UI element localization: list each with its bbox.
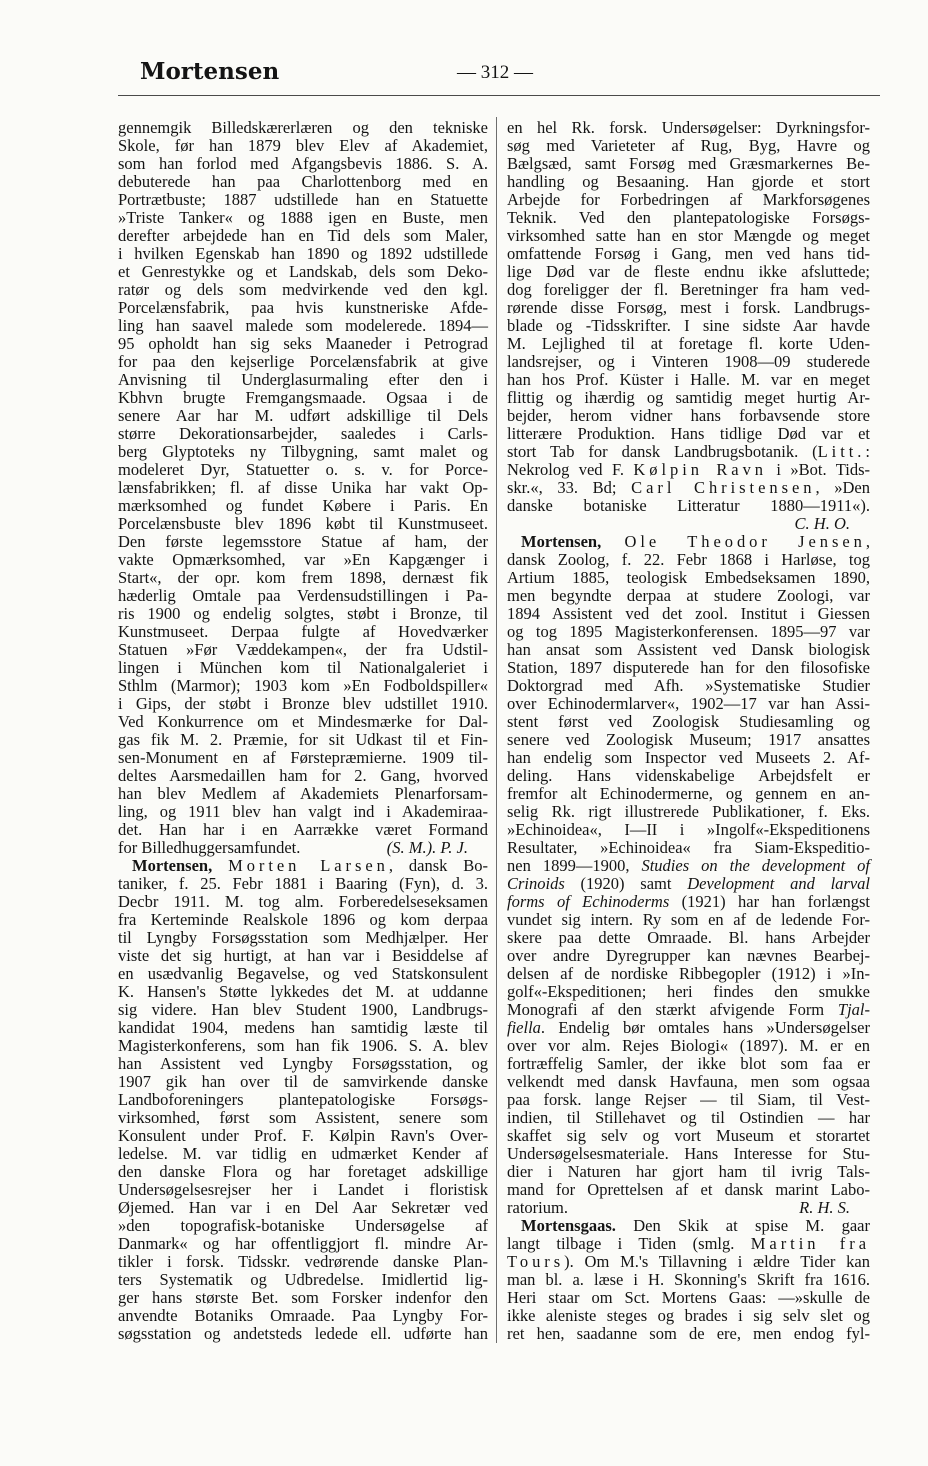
text-line [507,533,870,551]
text-line: skaffet sig selv og vort Museum et storartet [507,1126,870,1145]
column-divider [496,117,497,1343]
text-line: deling. Hans videnskabelige Arbejdsfelt er [507,766,870,785]
text-run: , [865,532,870,551]
spaced-name: Morten Larsen [228,856,389,875]
text-line: Portrætbuste; 1887 udstillede han en Statuette [118,190,488,209]
text-line: ris 1900 og endelig solgtes, støbt i Bronze, til [118,604,488,623]
text-run: nen 1899—1900, [507,856,642,875]
text-line: men begyndte derpaa at studere Zoologi, var [507,586,870,605]
text-run: Monografi af den stærkt afvigende Form [507,1000,838,1019]
text-line: Landboforeningers plantepatologiske Forsøgs- [118,1090,488,1109]
text-line: virksomhed, først som Assistent, senere som [118,1108,488,1127]
text-line: Artium 1885, teologisk Embedseksamen 1890, [507,568,870,587]
italic-title: forms of Echinoderms [507,892,670,911]
text-line: dier i Naturen har gjort ham til ivrig Tals- [507,1162,870,1181]
text-run: langt tilbage i Tiden (smlg. [507,1234,751,1253]
column-right [507,119,870,1343]
text-line: søgsstation og andetsteds ledede ell. udførte han [118,1324,488,1343]
spaced-name: Kølpin Ravn [633,460,768,479]
text-run: (1921) har han forlængst [669,892,871,911]
text-line [507,461,870,479]
text-line: lænsfabrikken; fl. af disse Unika har vakt Op- [118,478,488,497]
text-line: ters Systematik og Udbredelse. Imidlertid lig- [118,1270,488,1289]
text-line: ret hen, saadanne som de ere, men endog fyl- [507,1324,870,1343]
text-line: Station, 1897 disputerede han for den filosofiske [507,658,870,677]
author-signature: (S. M.). P. J. [386,838,468,857]
text-run: ). Om M.'s Tillavning i ældre Tider kan [564,1252,870,1271]
text-run: for Billedhuggersamfundet. [118,838,301,857]
text-line: hæderlig Omtale paa Verdensudstillingen i Pa- [118,586,488,605]
text-line: flittig og ihærdig og samtidig meget hurtig Ar- [507,388,870,407]
text-line [507,1235,870,1253]
spaced-name: Martin fra [750,1234,870,1253]
text-line: Arbejde for Forbedringen af Markforsøgenes [507,190,870,209]
text-line: ratør og dels som medvirkende ved den kgl. [118,280,488,299]
text-line: han hos Prof. Küster i Halle. M. var en meget [507,370,870,389]
text-line [507,1199,870,1217]
spaced-name: Litt. [817,442,866,461]
text-line: dansk Zoolog, f. 22. Febr 1868 i Harløse, tog [507,550,870,569]
page-number: — 312 — [457,62,533,83]
text-line: viste det sig hurtigt, at han var i Besiddelse af [118,946,488,965]
italic-title: Tjal- [837,1000,870,1019]
text-line [507,875,870,893]
text-line: Start«, der opr. kom frem 1898, dernæst fik [118,568,488,587]
text-line [507,1001,870,1019]
text-line: Porcelænsbuste blev 1896 købt til Kunstmuseet. [118,514,488,533]
text-line: danske botaniske Litteratur 1880—1911«). [507,496,870,515]
text-line: han blev Medlem af Akademiets Plenarforsam- [118,784,488,803]
text-line: berg Glyptoteks ny Tilbygning, samt malet og [118,442,488,461]
text-line: det. Han har i en Aarrække været Formand [118,820,488,839]
text-line: ling, og 1911 blev han valgt ind i Akademiraa- [118,802,488,821]
text-line [507,443,870,461]
text-line: for paa den kejserlige Porcelænsfabrik at give [118,352,488,371]
text-line: Magisterkonferens, som han fik 1906. S. A. blev [118,1036,488,1055]
text-line [507,515,870,533]
text-line: Den første legemsstore Statue af ham, der [118,532,488,551]
text-run: stort Tab for dansk Landbrugsbotanik. ( [507,442,818,461]
text-line: 1907 gik han over til de samvirkende danske [118,1072,488,1091]
text-run: , »Den [815,478,870,497]
entry-headword: Mortensgaas. [521,1216,616,1235]
text-line: skere paa dette Omraade. Bl. hans Arbejder [507,928,870,947]
text-line: en hel Rk. forsk. Undersøgelser: Dyrkningsfor- [507,118,870,137]
text-line: ikke aleniste steges og brades i sig selv slet og [507,1306,870,1325]
text-line: Kunstmuseet. Derpaa fulgte af Hovedværker [118,622,488,641]
text-line: lige Død var de fleste endnu ikke afsluttede; [507,262,870,281]
text-line: Undersøgelsesmateriale. Hans Interesse for Stu- [507,1144,870,1163]
text-line: K. Hansen's Støtte lykkedes det M. at uddanne [118,982,488,1001]
text-line: han Assistent ved Lyngby Forsøgsstation, og [118,1054,488,1073]
text-line: »den topografisk-botaniske Undersøgelse af [118,1216,488,1235]
text-line: debuterede han paa Charlottenborg med en [118,172,488,191]
text-line [507,857,870,875]
text-line: ling han saavel malede som modelerede. 1894— [118,316,488,335]
text-line: litterære Produktion. Hans tidlige Død var et [507,424,870,443]
text-line: rørende disse Forsøg, mest i forsk. Landbrugs- [507,298,870,317]
italic-title: Crinoids [507,874,565,893]
text-line: fra Kerteminde Realskole 1896 og kom derpaa [118,910,488,929]
text-line: fremfor alt Echinodermerne, og gennem en an- [507,784,870,803]
text-run: i »Bot. Tids- [767,460,871,479]
text-run: . Endelig bør omtales hans »Undersøgelser [540,1018,870,1037]
text-line: stent først ved Zoologisk Studiesamling og [507,712,870,731]
text-line: Konsulent under Prof. F. Kølpin Ravn's Over- [118,1126,488,1145]
text-line: Øjemed. Han var i en Del Aar Sekretær ved [118,1198,488,1217]
running-head: Mortensen [140,58,280,85]
entry-headword: Mortensen, [521,532,625,551]
entry-headword: Mortensen, [132,856,229,875]
text-line [507,1253,870,1271]
text-line: Skole, før han 1879 blev Elev af Akademiet, [118,136,488,155]
text-line: han endelig som Inspector ved Museets 2. Af- [507,748,870,767]
text-line: Doktorgrad med Afh. »Systematiske Studier [507,676,870,695]
text-line: sen-Monument en af Førstepræmierne. 1909 til- [118,748,488,767]
text-line: kandidat 1904, medens han samtidig læste til [118,1018,488,1037]
text-line: man bl. a. læse i H. Skonning's Skrift fra 1616. [507,1270,870,1289]
text-run: ratorium. [507,1198,568,1217]
text-line: Danmark« og har offentliggjort fl. mindre Ar- [118,1234,488,1253]
text-line: senere ved Zoologisk Museum; 1917 ansattes [507,730,870,749]
text-line: vundet sig intern. Ry som en af de ledende For- [507,910,870,929]
text-line: Statuen »Før Væddekampen«, der fra Udstil- [118,640,488,659]
text-line: 95 opholdt han sig seks Maaneder i Petrograd [118,334,488,353]
author-signature: C. H. O. [794,514,850,533]
spaced-name: Ole Theodor Jensen [624,532,866,551]
text-line: i hvilken Egenskab han 1890 og 1892 udstillede [118,244,488,263]
text-line: M. Lejlighed til at foretage fl. korte Uden- [507,334,870,353]
text-line: Teknik. Ved den plantepatologiske Forsøgs- [507,208,870,227]
text-line: den danske Flora og har foretaget adskillige [118,1162,488,1181]
text-line [507,893,870,911]
text-line [507,1217,870,1235]
text-line: et Genrestykke og et Landskab, dels som Deko- [118,262,488,281]
text-line: Ved Konkurrence om et Mindesmærke for Dal- [118,712,488,731]
text-line: lingen i München kom til Nationalgaleriet i [118,658,488,677]
text-line: Kbhvn brugte Fremgangsmaade. Ogsaa i de [118,388,488,407]
text-line: han ansat som Assistent ved Dansk biologisk [507,640,870,659]
text-line [507,1019,870,1037]
text-line: bejder, herom vidner hans forbavsende store [507,406,870,425]
text-line [118,857,488,875]
text-line: ger hans største Bet. som Forsker indenfor den [118,1288,488,1307]
text-line: mærksomhed og fundet Købere i Paris. En [118,496,488,515]
text-line: tikler i forsk. Tidsskr. vedrørende danske Plan- [118,1252,488,1271]
text-line: taniker, f. 25. Febr 1881 i Baaring (Fyn), d. 3. [118,874,488,893]
text-line: virksomhed satte han en stor Mængde og meget [507,226,870,245]
text-line: velkendt med dansk Havfauna, men som ogsaa [507,1072,870,1091]
text-run: skr.«, 33. Bd; [507,478,632,497]
text-line: golf«-Ekspeditionen; heri findes den smukke [507,982,870,1001]
text-line: Decbr 1911. M. tog alm. Forberedelseseksamen [118,892,488,911]
text-line: over andre Dyregrupper kan nævnes Bearbej- [507,946,870,965]
column-left [118,119,488,1343]
text-line [118,839,488,857]
text-line: senere Aar har M. udført adskillige til Dels [118,406,488,425]
text-line: modeleret Dyr, Statuetter o. s. v. for Porce- [118,460,488,479]
text-line: ledelse. M. var tidlig en udmærket Kender af [118,1144,488,1163]
spaced-name: Tours [507,1252,565,1271]
text-line: Resultater, »Echinoidea« fra Siam-Ekspeditio- [507,838,870,857]
text-line: Porcelænsfabrik, paa hvis kunstneriske Afde- [118,298,488,317]
text-line: som han forlod med Afgangsbevis 1886. S. A. [118,154,488,173]
text-run: : [865,442,870,461]
text-line: en usædvanlig Begavelse, og ved Statskonsulent [118,964,488,983]
text-line: indien, til Stillehavet og til Ostindien — har [507,1108,870,1127]
text-run: , dansk Bo- [388,856,488,875]
italic-title: Development and larval [687,874,870,893]
text-line: handling og Besaaning. Han gjorde et stort [507,172,870,191]
header-rule [118,95,880,96]
text-line: over vor alm. Rejes Biologi« (1897). M. er en [507,1036,870,1055]
text-line: derefter arbejdede han en Tid dels som Maler, [118,226,488,245]
text-line: Anvisning til Underglasurmaling efter den i [118,370,488,389]
text-line: gennemgik Billedskærerlæren og den tekniske [118,118,488,137]
text-line: omfattende Forsøg i Gang, men ved hans tid- [507,244,870,263]
author-signature: R. H. S. [799,1198,850,1217]
text-line: over Echinodermlarver«, 1902—17 var han Assi- [507,694,870,713]
text-line: gas fik M. 2. Præmie, for sit Udkast til et Fin- [118,730,488,749]
text-line: anvendte Botaniks Omraade. Paa Lyngby For- [118,1306,488,1325]
text-line: fortræffelig Samler, der ikke blot som faa er [507,1054,870,1073]
text-line: og tog 1895 Magisterkonferensen. 1895—97 var [507,622,870,641]
text-line: i Gips, der støbt i Bronze blev udstillet 1910. [118,694,488,713]
italic-title: Studies on the development of [641,856,870,875]
text-run: Nekrolog ved F. [507,460,634,479]
text-line: søg med Varieteter af Rug, Byg, Havre og [507,136,870,155]
text-line: sig videre. Han blev Student 1900, Landbrugs- [118,1000,488,1019]
text-line: »Echinoidea«, I—II i »Ingolf«-Ekspeditionens [507,820,870,839]
text-line: dog foreligger der fl. Beretninger fra ham ved- [507,280,870,299]
text-line: selig Rk. rigt illustrerede Publikationer, f. Eks. [507,802,870,821]
text-line: Heri staar om Sct. Mortens Gaas: —»skulle de [507,1288,870,1307]
text-line: større Dekorationsarbejder, saaledes i Carls- [118,424,488,443]
text-line: »Triste Tanker« og 1888 igen en Buste, men [118,208,488,227]
text-line: paa forsk. lange Rejser — til Siam, til Vest- [507,1090,870,1109]
text-line: mand for Oprettelsen af et dansk marint Labo- [507,1180,870,1199]
text-line: deltes Aarsmedaillen ham for 2. Gang, hvorved [118,766,488,785]
text-line: Sthlm (Marmor); 1903 kom »En Fodboldspiller« [118,676,488,695]
text-line: Bælgsæd, samt Forsøg med Græsmarkernes Be- [507,154,870,173]
text-line: 1894 Assistent ved det zool. Institut i Giessen [507,604,870,623]
spaced-name: Carl Christensen [631,478,816,497]
text-line: delsen af de nordiske Ribbegopler (1912) i »In- [507,964,870,983]
text-line: til Lyngby Forsøgsstation som Medhjælper. Her [118,928,488,947]
text-line: landsrejser, og i Vinteren 1908—09 studerede [507,352,870,371]
text-line [507,479,870,497]
text-line: Undersøgelsesrejser her i Landet i floristisk [118,1180,488,1199]
italic-title: fiella [507,1018,541,1037]
text-run: Den Skik at spise M. gaar [615,1216,870,1235]
text-line: blade og -Tidsskrifter. I sine sidste Aar havde [507,316,870,335]
text-line: vakte Opmærksomhed, var »En Kapgænger i [118,550,488,569]
text-run: (1920) samt [564,874,688,893]
